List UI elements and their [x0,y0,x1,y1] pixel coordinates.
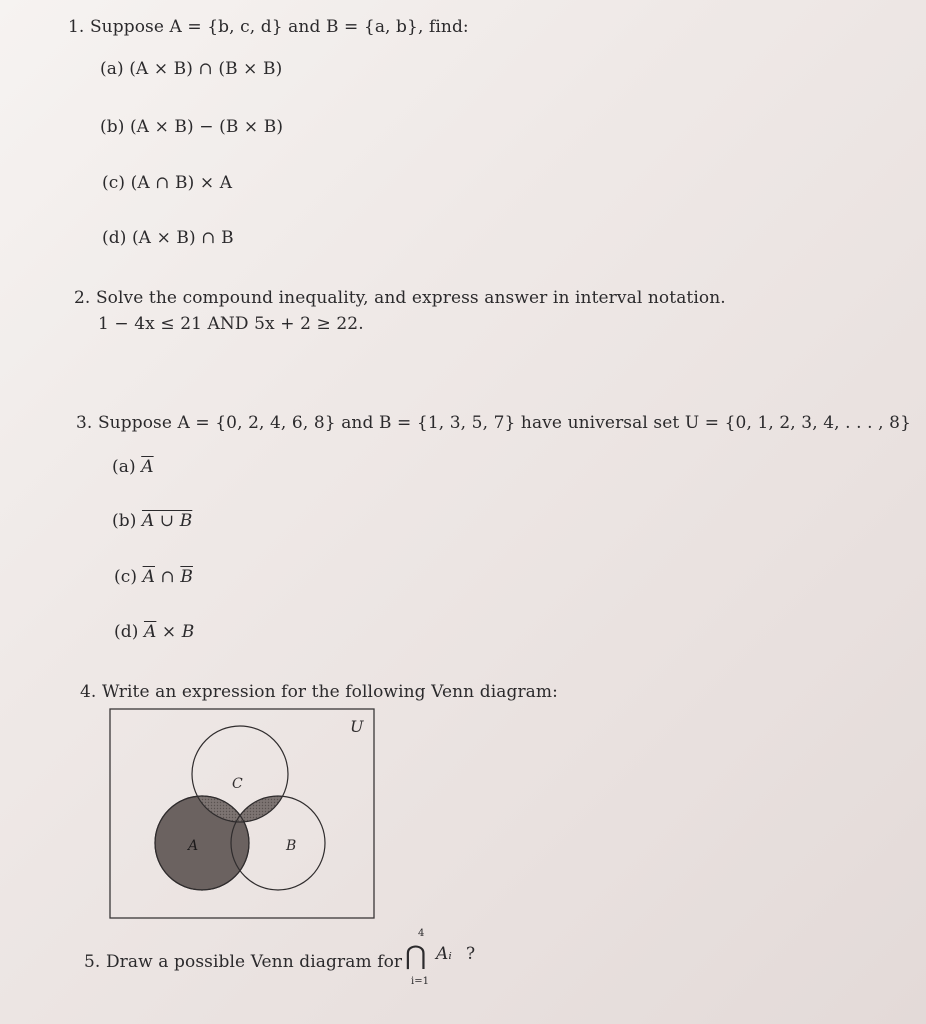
q3-part-b-label: (b) [112,511,137,531]
q1-part-b: (b) (A × B) − (B × B) [100,117,284,137]
q3-part-d-label: (d) [114,622,139,642]
q5-stem [84,951,402,973]
q3-part-a-expr: $\overline{A}$ [141,457,154,477]
q5-text: Draw a possible Venn diagram for [105,952,403,972]
q3-text: Suppose A = {0, 2, 4, 6, 8} and B = {1, 3, 5, 7} have universal set U = {0, 1, 2, 3, 4, . . . , 8} [97,413,912,433]
q3-part-d-rest: × B [156,622,195,642]
q3-part-c-label: (c) [114,567,138,587]
q5-lower-limit: i=1 [411,976,429,987]
q3-part-c-expr-a: $\overline{A}$ [142,567,155,587]
q3-part-c-expr-b: $\overline{B}$ [180,567,193,587]
q3-part-d-expr-a: $\overline{A}$ [143,622,157,642]
q4-text: Write an expression for the following Venn diagram: [101,682,558,702]
q1-part-d: (d) (A × B) ∩ B [102,228,234,248]
venn-circle-c [192,726,288,822]
q1-number: 1. [68,17,85,37]
venn-label-a: A [188,838,199,854]
q2-expression: 1 − 4x ≤ 21 AND 5x + 2 ≥ 22. [98,314,364,334]
q5-intersection-symbol: ⋂ [405,941,427,971]
q2-text: Solve the compound inequality, and express answer in interval notation. [95,288,726,308]
venn-label-c: C [232,776,243,792]
q3-part-c-op: ∩ [155,567,181,587]
q3-part-a-label: (a) [112,457,136,477]
q5-tail: ? [466,944,476,964]
q1-text: Suppose A = {b, c, d} and B = {a, b}, find: [89,17,469,37]
q3-number: 3. [76,413,93,433]
q5-upper-limit: 4 [418,928,425,939]
venn-label-u: U [350,717,364,736]
q5-number: 5. [84,952,101,972]
venn-label-b: B [286,838,297,854]
q4-number: 4. [80,682,97,702]
q1-part-a: (a) (A × B) ∩ (B × B) [100,59,283,79]
q1-part-c: (c) (A ∩ B) × A [102,173,233,193]
q2-number: 2. [74,288,91,308]
q3-part-b-expr: A ∪ B [141,511,193,531]
q5-term: Aᵢ [436,944,452,964]
